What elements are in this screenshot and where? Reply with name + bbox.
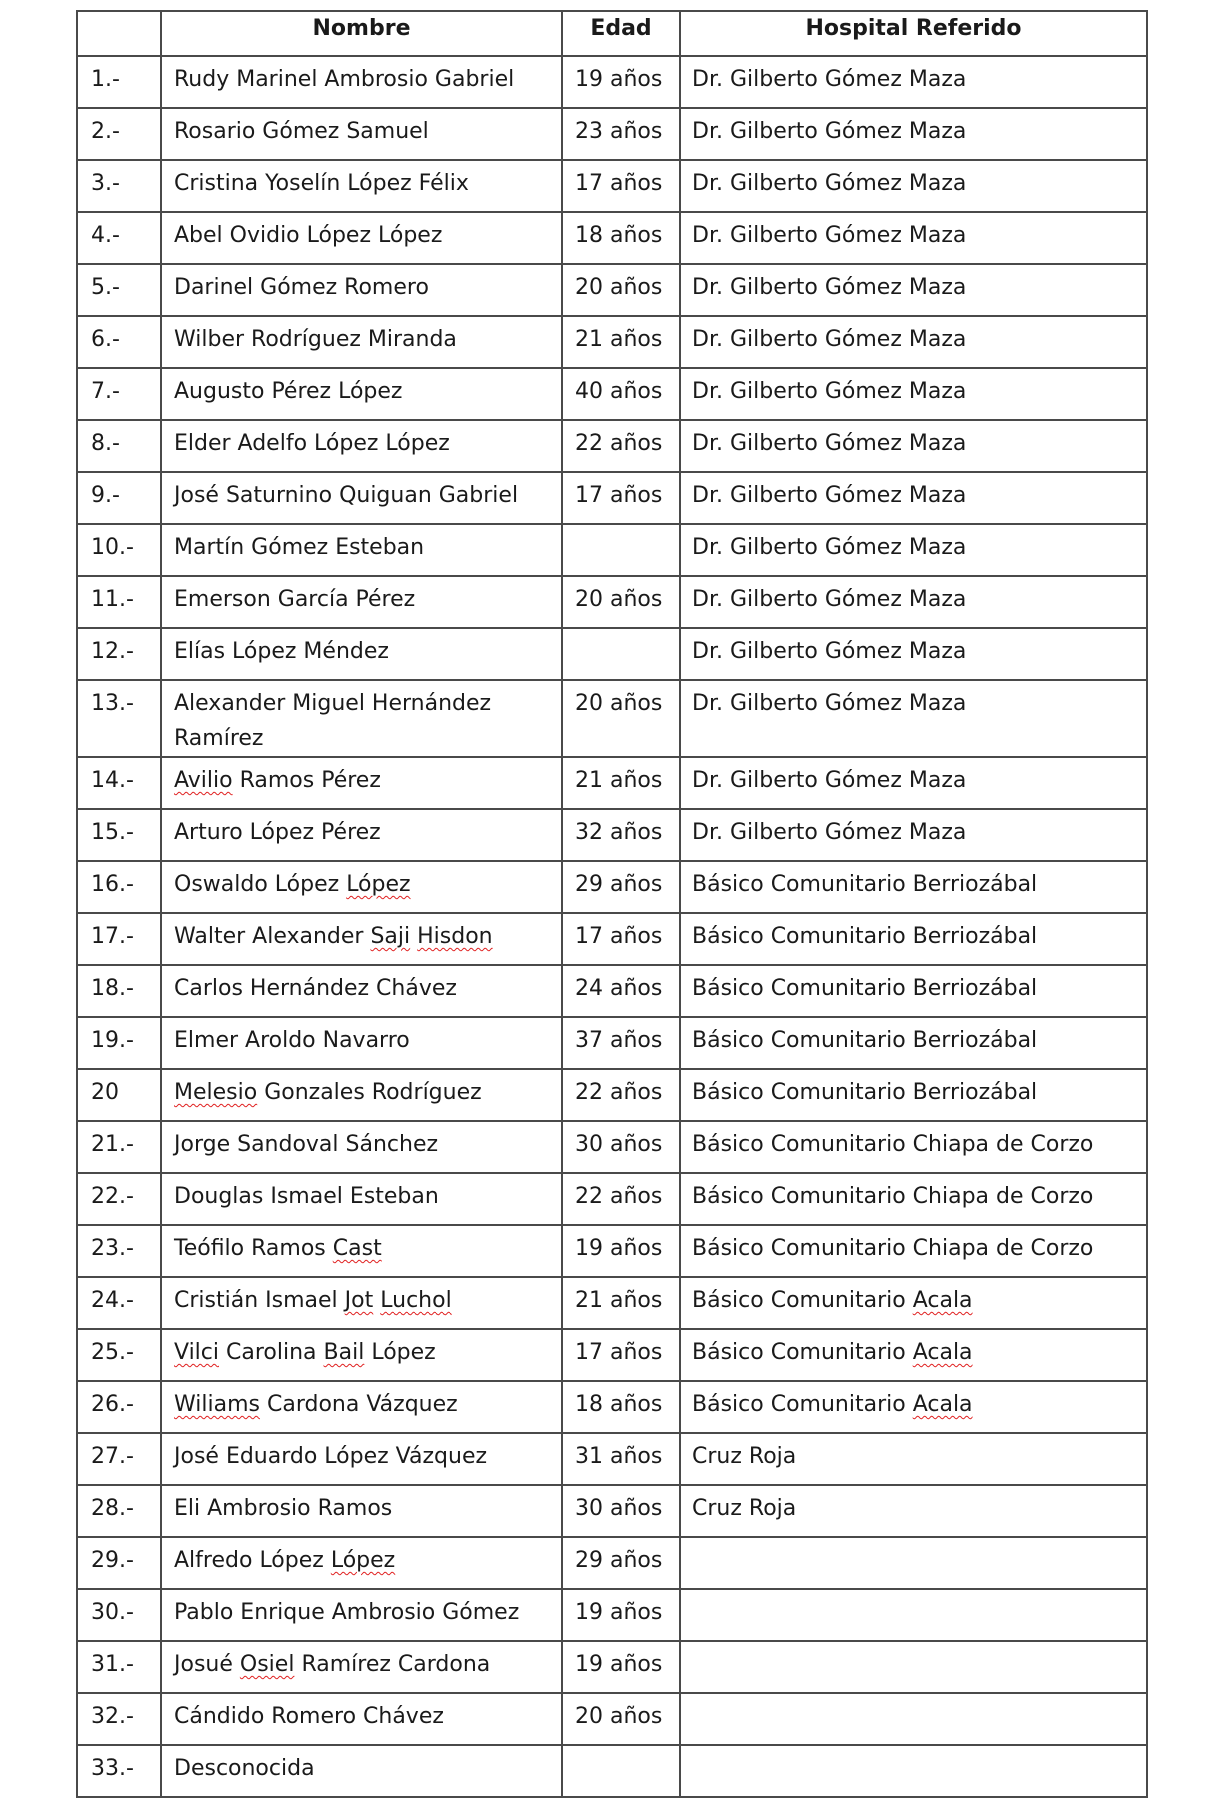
table-row [77, 1329, 1147, 1381]
table-row [77, 1693, 1147, 1745]
row-number: 22.- [77, 1173, 161, 1225]
row-hospital [680, 1745, 1147, 1797]
table-row [77, 1433, 1147, 1485]
row-age: 37 años [562, 1017, 680, 1069]
row-name: Teófilo Ramos Cast [161, 1225, 562, 1277]
table-row [77, 1277, 1147, 1329]
row-age: 20 años [562, 680, 680, 757]
row-hospital: Dr. Gilberto Gómez Maza [680, 576, 1147, 628]
header-age: Edad [562, 11, 680, 56]
row-name: Vilci Carolina Bail López [161, 1329, 562, 1381]
table-row [77, 1537, 1147, 1589]
row-hospital: Cruz Roja [680, 1433, 1147, 1485]
row-hospital: Dr. Gilberto Gómez Maza [680, 316, 1147, 368]
row-age [562, 524, 680, 576]
row-name: Alexander Miguel Hernández Ramírez [161, 680, 562, 757]
row-age: 20 años [562, 264, 680, 316]
row-number: 5.- [77, 264, 161, 316]
row-number: 10.- [77, 524, 161, 576]
row-age: 32 años [562, 809, 680, 861]
row-name: Wilber Rodríguez Miranda [161, 316, 562, 368]
row-number: 2.- [77, 108, 161, 160]
row-age: 23 años [562, 108, 680, 160]
row-name: Jorge Sandoval Sánchez [161, 1121, 562, 1173]
table-row [77, 680, 1147, 757]
row-age: 19 años [562, 1225, 680, 1277]
table-row [77, 628, 1147, 680]
row-age [562, 1745, 680, 1797]
row-age: 21 años [562, 757, 680, 809]
header-hospital: Hospital Referido [680, 11, 1147, 56]
row-name: Alfredo López López [161, 1537, 562, 1589]
table-row [77, 316, 1147, 368]
table-row [77, 809, 1147, 861]
table-row [77, 1589, 1147, 1641]
table-row [77, 913, 1147, 965]
row-age [562, 628, 680, 680]
table-row [77, 160, 1147, 212]
row-age: 19 años [562, 56, 680, 108]
table-row [77, 861, 1147, 913]
table-row [77, 1641, 1147, 1693]
row-name: Martín Gómez Esteban [161, 524, 562, 576]
row-name: Oswaldo López López [161, 861, 562, 913]
row-age: 31 años [562, 1433, 680, 1485]
row-age: 19 años [562, 1641, 680, 1693]
row-name: Carlos Hernández Chávez [161, 965, 562, 1017]
row-name: Cristián Ismael Jot Luchol [161, 1277, 562, 1329]
row-number: 29.- [77, 1537, 161, 1589]
header-row [77, 11, 1147, 56]
row-age: 29 años [562, 1537, 680, 1589]
row-age: 22 años [562, 420, 680, 472]
row-number: 24.- [77, 1277, 161, 1329]
row-hospital: Dr. Gilberto Gómez Maza [680, 160, 1147, 212]
row-number: 32.- [77, 1693, 161, 1745]
row-name: Emerson García Pérez [161, 576, 562, 628]
row-hospital [680, 1693, 1147, 1745]
row-name: Desconocida [161, 1745, 562, 1797]
row-age: 40 años [562, 368, 680, 420]
table-row [77, 1121, 1147, 1173]
row-age: 20 años [562, 1693, 680, 1745]
row-number: 33.- [77, 1745, 161, 1797]
row-hospital: Dr. Gilberto Gómez Maza [680, 680, 1147, 757]
row-name: José Eduardo López Vázquez [161, 1433, 562, 1485]
row-number: 20 [77, 1069, 161, 1121]
table-row [77, 368, 1147, 420]
row-number: 16.- [77, 861, 161, 913]
table-row [77, 472, 1147, 524]
row-age: 30 años [562, 1121, 680, 1173]
row-number: 25.- [77, 1329, 161, 1381]
row-number: 23.- [77, 1225, 161, 1277]
row-number: 19.- [77, 1017, 161, 1069]
header-name: Nombre [161, 11, 562, 56]
row-age: 22 años [562, 1069, 680, 1121]
row-hospital: Básico Comunitario Acala [680, 1329, 1147, 1381]
row-hospital: Básico Comunitario Berriozábal [680, 861, 1147, 913]
row-name: Melesio Gonzales Rodríguez [161, 1069, 562, 1121]
row-number: 27.- [77, 1433, 161, 1485]
row-age: 17 años [562, 472, 680, 524]
row-hospital: Dr. Gilberto Gómez Maza [680, 420, 1147, 472]
row-name: Walter Alexander Saji Hisdon [161, 913, 562, 965]
row-number: 21.- [77, 1121, 161, 1173]
row-hospital [680, 1537, 1147, 1589]
row-hospital: Básico Comunitario Acala [680, 1381, 1147, 1433]
table-row [77, 420, 1147, 472]
table-row [77, 212, 1147, 264]
row-name: Rudy Marinel Ambrosio Gabriel [161, 56, 562, 108]
row-number: 18.- [77, 965, 161, 1017]
table-row [77, 1225, 1147, 1277]
row-age: 30 años [562, 1485, 680, 1537]
row-name: Elías López Méndez [161, 628, 562, 680]
table-row [77, 1381, 1147, 1433]
row-name: Elmer Aroldo Navarro [161, 1017, 562, 1069]
table-row [77, 576, 1147, 628]
table-row [77, 524, 1147, 576]
row-hospital [680, 1641, 1147, 1693]
row-name: Arturo López Pérez [161, 809, 562, 861]
row-name: Elder Adelfo López López [161, 420, 562, 472]
row-number: 26.- [77, 1381, 161, 1433]
row-age: 19 años [562, 1589, 680, 1641]
victims-table [76, 10, 1148, 1798]
row-age: 18 años [562, 212, 680, 264]
row-age: 17 años [562, 913, 680, 965]
row-age: 24 años [562, 965, 680, 1017]
table-row [77, 1017, 1147, 1069]
row-number: 13.- [77, 680, 161, 757]
row-number: 3.- [77, 160, 161, 212]
row-hospital: Básico Comunitario Berriozábal [680, 965, 1147, 1017]
row-number: 4.- [77, 212, 161, 264]
row-hospital: Dr. Gilberto Gómez Maza [680, 368, 1147, 420]
row-number: 31.- [77, 1641, 161, 1693]
row-name: Cristina Yoselín López Félix [161, 160, 562, 212]
row-hospital: Básico Comunitario Berriozábal [680, 1017, 1147, 1069]
row-number: 17.- [77, 913, 161, 965]
row-hospital: Básico Comunitario Chiapa de Corzo [680, 1121, 1147, 1173]
table-row [77, 1485, 1147, 1537]
table-row [77, 1745, 1147, 1797]
row-number: 28.- [77, 1485, 161, 1537]
table-row [77, 1173, 1147, 1225]
row-name: José Saturnino Quiguan Gabriel [161, 472, 562, 524]
table-body [77, 56, 1147, 1797]
row-hospital: Dr. Gilberto Gómez Maza [680, 108, 1147, 160]
row-number: 30.- [77, 1589, 161, 1641]
row-name: Avilio Ramos Pérez [161, 757, 562, 809]
row-number: 12.- [77, 628, 161, 680]
row-hospital: Básico Comunitario Chiapa de Corzo [680, 1225, 1147, 1277]
header-number [77, 11, 161, 56]
table-row [77, 264, 1147, 316]
row-hospital: Cruz Roja [680, 1485, 1147, 1537]
row-number: 11.- [77, 576, 161, 628]
row-name: Eli Ambrosio Ramos [161, 1485, 562, 1537]
row-hospital: Dr. Gilberto Gómez Maza [680, 757, 1147, 809]
row-name: Douglas Ismael Esteban [161, 1173, 562, 1225]
row-name: Cándido Romero Chávez [161, 1693, 562, 1745]
table-row [77, 56, 1147, 108]
row-hospital: Básico Comunitario Berriozábal [680, 1069, 1147, 1121]
row-number: 15.- [77, 809, 161, 861]
row-name: Josué Osiel Ramírez Cardona [161, 1641, 562, 1693]
row-hospital: Dr. Gilberto Gómez Maza [680, 56, 1147, 108]
row-hospital: Dr. Gilberto Gómez Maza [680, 472, 1147, 524]
row-hospital: Básico Comunitario Berriozábal [680, 913, 1147, 965]
row-age: 22 años [562, 1173, 680, 1225]
row-age: 17 años [562, 1329, 680, 1381]
row-number: 6.- [77, 316, 161, 368]
table-row [77, 108, 1147, 160]
table-row [77, 965, 1147, 1017]
row-name: Abel Ovidio López López [161, 212, 562, 264]
row-number: 8.- [77, 420, 161, 472]
row-number: 14.- [77, 757, 161, 809]
row-number: 1.- [77, 56, 161, 108]
row-age: 17 años [562, 160, 680, 212]
row-hospital: Dr. Gilberto Gómez Maza [680, 809, 1147, 861]
row-number: 9.- [77, 472, 161, 524]
row-hospital: Básico Comunitario Chiapa de Corzo [680, 1173, 1147, 1225]
row-name: Wiliams Cardona Vázquez [161, 1381, 562, 1433]
row-age: 29 años [562, 861, 680, 913]
row-name: Pablo Enrique Ambrosio Gómez [161, 1589, 562, 1641]
row-name: Augusto Pérez López [161, 368, 562, 420]
row-name: Rosario Gómez Samuel [161, 108, 562, 160]
row-hospital: Dr. Gilberto Gómez Maza [680, 524, 1147, 576]
row-age: 20 años [562, 576, 680, 628]
row-hospital: Dr. Gilberto Gómez Maza [680, 212, 1147, 264]
row-name: Darinel Gómez Romero [161, 264, 562, 316]
row-age: 21 años [562, 1277, 680, 1329]
row-hospital: Básico Comunitario Acala [680, 1277, 1147, 1329]
row-number: 7.- [77, 368, 161, 420]
row-hospital [680, 1589, 1147, 1641]
table-row [77, 1069, 1147, 1121]
row-hospital: Dr. Gilberto Gómez Maza [680, 264, 1147, 316]
row-age: 18 años [562, 1381, 680, 1433]
row-age: 21 años [562, 316, 680, 368]
table-row [77, 757, 1147, 809]
row-hospital: Dr. Gilberto Gómez Maza [680, 628, 1147, 680]
